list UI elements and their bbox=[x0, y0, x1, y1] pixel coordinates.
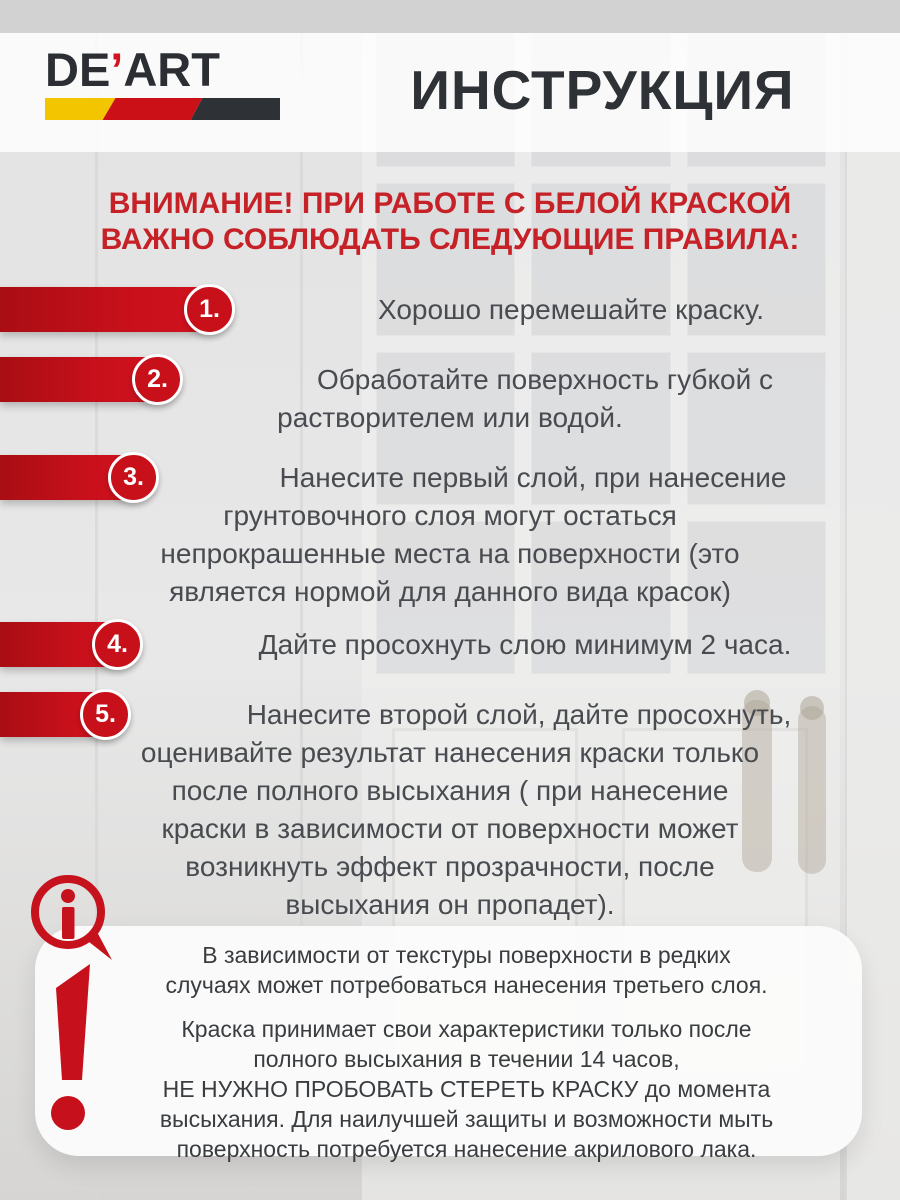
step-5-number-badge bbox=[80, 689, 131, 740]
note-line: полного высыхания в течении 14 часов, bbox=[253, 1046, 680, 1072]
note-line: поверхность потребуется нанесение акрилового лака. bbox=[176, 1136, 757, 1162]
step-line: оценивайте результат нанесения краски только bbox=[140, 737, 760, 768]
note-paragraph-2 bbox=[95, 1014, 838, 1164]
step-line: возникнуть эффект прозрачности, после bbox=[185, 851, 715, 882]
step-line: Нанесите второй слой, дайте просохнуть, bbox=[246, 699, 792, 730]
step-item-2 bbox=[0, 357, 900, 437]
note-line: В зависимости от текстуры поверхности в редких bbox=[202, 942, 731, 968]
step-line: является нормой для данного вида красок) bbox=[169, 576, 731, 607]
brand-logo-text bbox=[45, 43, 285, 96]
info-speech-bubble-icon bbox=[22, 870, 114, 962]
warning-heading bbox=[0, 186, 900, 258]
step-5-text bbox=[0, 692, 900, 924]
step-2-number-badge bbox=[132, 354, 183, 405]
step-line: высыхания он пропадет). bbox=[285, 889, 615, 920]
step-line: грунтовочного слоя могут остаться bbox=[223, 500, 677, 531]
logo-flag-stripe bbox=[45, 98, 280, 120]
step-line: Хорошо перемешайте краску. bbox=[377, 294, 765, 325]
step-2-number: 2. bbox=[147, 365, 168, 393]
warning-line-2: ВАЖНО СОБЛЮДАТЬ СЛЕДУЮЩИЕ ПРАВИЛА: bbox=[100, 223, 800, 256]
exclamation-icon bbox=[44, 960, 104, 1145]
step-item-1 bbox=[0, 287, 900, 329]
step-3-number-badge bbox=[108, 452, 159, 503]
step-1-number-badge bbox=[184, 284, 235, 335]
brand-logo bbox=[45, 43, 285, 120]
note-box bbox=[35, 926, 862, 1162]
page-title: ИНСТРУКЦИЯ bbox=[410, 59, 795, 121]
step-line: растворителем или водой. bbox=[277, 402, 623, 433]
logo-apostrophe: ’ bbox=[110, 43, 124, 96]
warning-line-1: ВНИМАНИЕ! ПРИ РАБОТЕ С БЕЛОЙ КРАСКОЙ bbox=[108, 187, 792, 220]
note-line: НЕ НУЖНО ПРОБОВАТЬ СТЕРЕТЬ КРАСКУ до момента bbox=[162, 1076, 771, 1102]
step-item-5 bbox=[0, 692, 900, 924]
paragraph-gap bbox=[95, 1000, 838, 1014]
step-4-number-badge bbox=[92, 619, 143, 670]
step-line: непрокрашенные места на поверхности (это bbox=[160, 538, 740, 569]
step-5-number: 5. bbox=[95, 700, 116, 728]
note-paragraph-1 bbox=[95, 940, 838, 1000]
step-line: Нанесите первый слой, при нанесение bbox=[279, 462, 787, 493]
step-line: Обработайте поверхность губкой с bbox=[316, 364, 773, 395]
note-line: случаях может потребоваться нанесения третьего слоя. bbox=[165, 972, 768, 998]
step-item-3 bbox=[0, 455, 900, 611]
step-4-number: 4. bbox=[107, 630, 128, 658]
step-item-4 bbox=[0, 622, 900, 664]
note-line: Краска принимает свои характеристики только после bbox=[181, 1016, 752, 1042]
logo-suffix: ART bbox=[123, 43, 220, 96]
logo-prefix: DE bbox=[45, 43, 111, 96]
note-line: высыхания. Для наилучшей защиты и возможности мыть bbox=[159, 1106, 774, 1132]
step-3-number: 3. bbox=[123, 463, 144, 491]
step-line: после полного высыхания ( при нанесение bbox=[171, 775, 729, 806]
step-1-number: 1. bbox=[199, 295, 220, 323]
step-line: Дайте просохнуть слою минимум 2 часа. bbox=[258, 629, 792, 660]
step-line: краски в зависимости от поверхности может bbox=[161, 813, 739, 844]
